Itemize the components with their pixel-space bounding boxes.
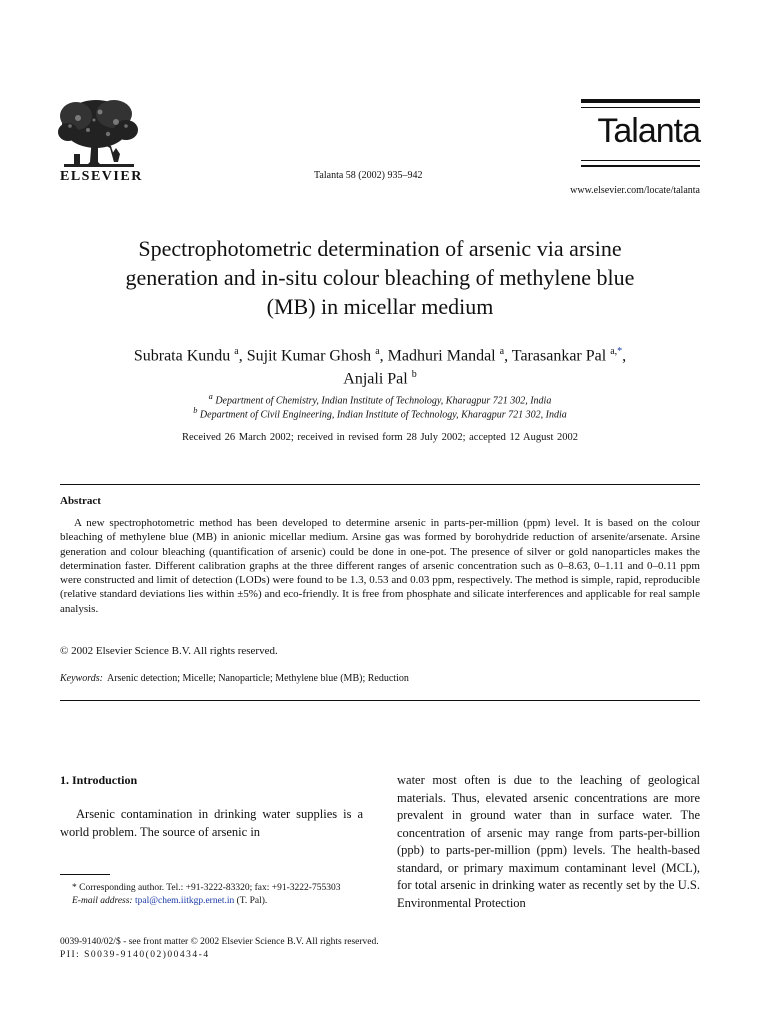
- author-affil-mark[interactable]: a,*: [610, 346, 623, 357]
- affiliation-text: Department of Civil Engineering, Indian Institute of Technology, Kharagpur 721 302, India: [199, 409, 567, 421]
- author-affil-mark[interactable]: a: [499, 346, 505, 357]
- author-name: Tarasankar Pal: [511, 347, 607, 365]
- corresponding-author-note: * Corresponding author. Tel.: +91-3222-83320; fax: +91-3222-755303: [72, 883, 341, 893]
- affiliation-mark: b: [193, 406, 198, 415]
- abstract-heading: Abstract: [60, 495, 101, 507]
- footnote: [60, 882, 363, 908]
- pii-line: PII: S0039-9140(02)00434-4: [60, 950, 210, 960]
- journal-website[interactable]: www.elsevier.com/locate/talanta: [570, 185, 700, 196]
- issn-line: 0039-9140/02/$ - see front matter © 2002 Elsevier Science B.V. All rights reserved.: [60, 937, 379, 947]
- journal-citation: Talanta 58 (2002) 935–942: [314, 170, 423, 181]
- title-line: Spectrophotometric determination of arsenic via arsine: [138, 236, 622, 261]
- masthead-rule-top-thin: [581, 107, 700, 108]
- keywords-line: [60, 673, 409, 684]
- journal-name: Talanta: [597, 112, 700, 150]
- received-dates: Received 26 March 2002; received in revised form 28 July 2002; accepted 12 August 2002: [182, 432, 578, 443]
- title-line: (MB) in micellar medium: [266, 294, 494, 319]
- body-column-left: [60, 806, 363, 841]
- author-separator: ,: [379, 347, 388, 365]
- author-affil-mark[interactable]: a: [234, 346, 239, 357]
- abstract-top-rule: [60, 484, 700, 485]
- author-name: Sujit Kumar Ghosh: [246, 347, 372, 365]
- body-paragraph: water most often is due to the leaching of geological materials. Thus, elevated arsenic concentrations are more prevalent in ground water than in surface water. The concentration of arsenic may range from parts-per-billion (ppb) to parts-per-million (ppm) levels. The health-based standard, or primary maximum contaminant level (MCL), for total arsenic in drinking water as recently set by the U.S. Environmental Protection: [397, 773, 700, 910]
- author-affil-mark[interactable]: b: [411, 369, 417, 381]
- email-note: [60, 895, 363, 908]
- copyright-notice: © 2002 Elsevier Science B.V. All rights reserved.: [60, 645, 278, 657]
- page-footer: [60, 936, 379, 962]
- body-column-right: [397, 772, 700, 912]
- affiliation-text: Department of Chemistry, Indian Institute of Technology, Kharagpur 721 302, India: [215, 395, 552, 407]
- keywords-list: Arsenic detection; Micelle; Nanoparticle; Methylene blue (MB); Reduction: [106, 673, 409, 684]
- author-affil-mark[interactable]: a: [375, 346, 380, 357]
- author-list: [60, 342, 700, 389]
- author-separator: ,: [504, 347, 512, 365]
- email-label: E-mail address:: [72, 896, 133, 906]
- affiliation-b: [60, 406, 700, 420]
- author-separator: ,: [622, 347, 627, 365]
- email-suffix: (T. Pal).: [234, 896, 268, 906]
- body-paragraph: Arsenic contamination in drinking water supplies is a world problem. The source of arsenic in: [60, 807, 363, 839]
- author-separator: ,: [238, 347, 247, 365]
- section-heading-introduction: 1. Introduction: [60, 773, 138, 787]
- author-name: Subrata Kundu: [133, 347, 231, 365]
- affiliation-a: [60, 392, 700, 406]
- masthead-rule-top: [581, 99, 700, 103]
- article-title: [60, 234, 700, 321]
- author-name: Anjali Pal: [343, 370, 408, 388]
- author-name: Madhuri Mandal: [387, 347, 496, 365]
- title-line: generation and in-situ colour bleaching of methylene blue: [125, 265, 635, 290]
- footnote-rule: [60, 874, 110, 875]
- masthead-rule-bottom: [581, 165, 700, 167]
- corresponding-author-star[interactable]: *: [617, 346, 623, 357]
- abstract-paragraph: A new spectrophotometric method has been developed to determine arsenic in parts-per-million (ppm) level. It is based on the colour bleaching of methylene blue (MB) in anionic micellar medium. Arsine gas was formed by borohydride reduction of arsenite/arsenate. Arsine generation and colour bleaching (quantification of arsenic) could be done in one-pot. The presence of silver or gold nanoparticles makes the determination faster. Different calibration graphs at the three different ranges of arsenic concentration such as 0–8.63, 0–1.11 and 0–0.11 ppm were constructed and limit of detection (LODs) were found to be 1.3, 0.53 and 0.03 ppm, respectively. The method is simple, rapid, reproducible (relative standard deviations lies within ±5%) and eco-friendly. It is free from phosphate and silicate interferences and applicable for real sample analysis.: [60, 517, 700, 615]
- affiliation-mark: a: [208, 392, 213, 401]
- publisher-name: ELSEVIER: [60, 169, 143, 184]
- abstract-bottom-rule: [60, 700, 700, 701]
- email-link[interactable]: tpal@chem.iitkgp.ernet.in: [134, 896, 235, 906]
- keywords-label: Keywords:: [60, 673, 103, 684]
- abstract-body: [60, 516, 700, 616]
- masthead-rule-bottom-thin: [581, 160, 700, 161]
